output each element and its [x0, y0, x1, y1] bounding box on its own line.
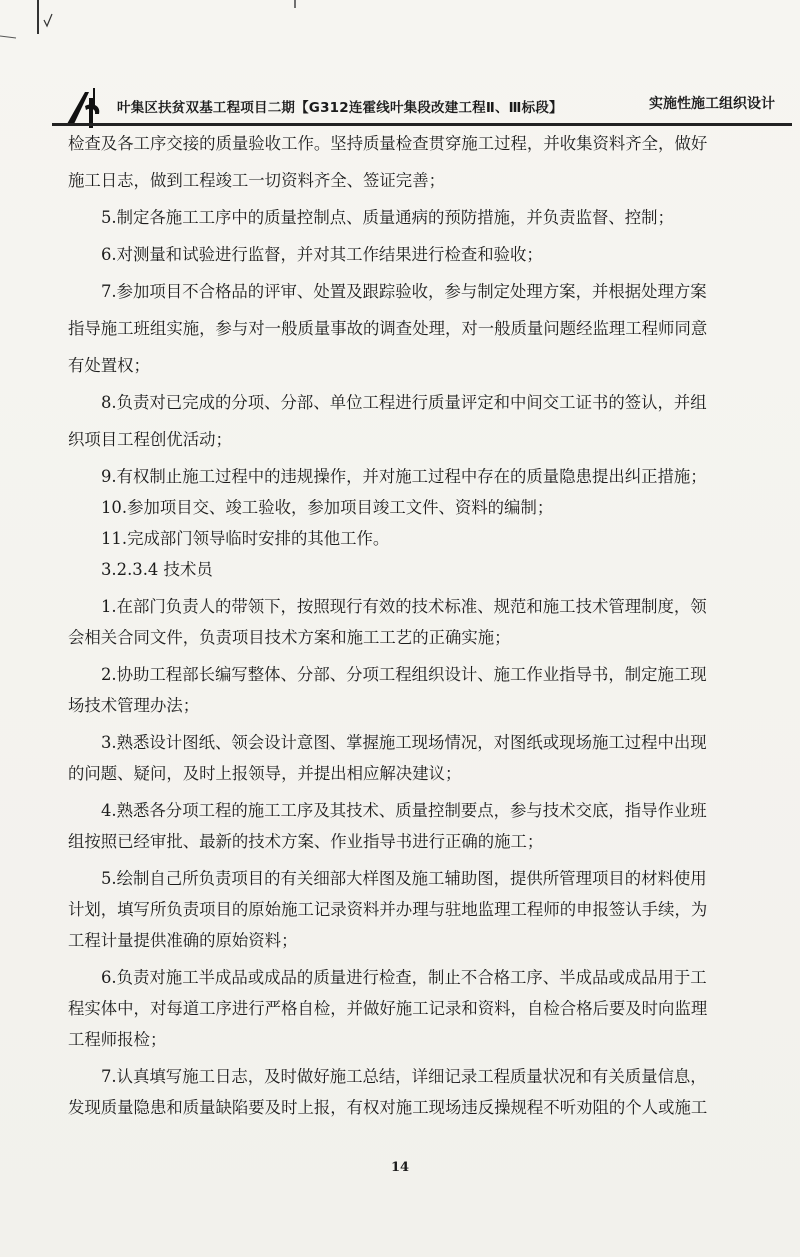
tech-item-2: 2.协助工程部长编写整体、分部、分项工程组织设计、施工作业指导书，制定施工现 [101, 665, 707, 684]
paragraph-line: 有处置权； [68, 356, 150, 375]
paragraph-item-9: 9.有权制止施工过程中的违规操作，并对施工过程中存在的质量隐患提出纠正措施； [101, 467, 707, 486]
header-rule [52, 123, 792, 127]
document-body [68, 128, 748, 1123]
paragraph-item-7: 7.参加项目不合格品的评审、处置及跟踪验收，参与制定处理方案，并根据处理方案 [101, 282, 707, 301]
paragraph-item-8: 8.负责对已完成的分项、分部、单位工程进行质量评定和中间交工证书的签认，并组 [101, 393, 707, 412]
header-section-name: 实施性施工组织设计 [649, 96, 775, 112]
paragraph-line: 会相关合同文件，负责项目技术方案和施工工艺的正确实施； [68, 628, 511, 647]
paragraph-line: 计划，填写所负责项目的原始施工记录资料并办理与驻地监理工程师的申报签认手续，为 [68, 900, 708, 919]
paragraph-item-5: 5.制定各施工工序中的质量控制点、质量通病的预防措施，并负责监督、控制； [101, 208, 674, 227]
paragraph-line: 工程计量提供准确的原始资料； [68, 931, 298, 950]
tech-item-4: 4.熟悉各分项工程的施工工序及其技术、质量控制要点，参与技术交底，指导作业班 [101, 801, 707, 820]
paragraph-item-10: 10.参加项目交、竣工验收，参加项目竣工文件、资料的编制； [101, 498, 554, 517]
header-title: 叶集区扶贫双基工程项目二期【G312连霍线叶集段改建工程Ⅱ、Ⅲ标段】 [117, 100, 563, 116]
paragraph-line: 组按照已经审批、最新的技术方案、作业指导书进行正确的施工； [68, 832, 544, 851]
tech-item-5: 5.绘制自己所负责项目的有关细部大样图及施工辅助图，提供所管理项目的材料使用 [101, 869, 707, 888]
paragraph-line: 施工日志，做到工程竣工一切资料齐全、签证完善； [68, 171, 445, 190]
paragraph-line: 程实体中，对每道工序进行严格自检，并做好施工记录和资料，自检合格后要及时向监理 [68, 999, 708, 1018]
paragraph-line: 场技术管理办法； [68, 696, 200, 715]
tech-item-7: 7.认真填写施工日志，及时做好施工总结，详细记录工程质量状况和有关质量信息， [101, 1067, 707, 1086]
paragraph-line: 发现质量隐患和质量缺陷要及时上报，有权对施工现场违反操规程不听劝阻的个人或施工 [68, 1098, 708, 1117]
paragraph-line: 织项目工程创优活动； [68, 430, 232, 449]
page-number: 14 [390, 1160, 410, 1175]
section-heading: 3.2.3.4 技术员 [101, 560, 213, 579]
tech-item-1: 1.在部门负责人的带领下，按照现行有效的技术标准、规范和施工技术管理制度，领 [101, 597, 707, 616]
paragraph-line: 工程师报检； [68, 1030, 167, 1049]
tech-item-3: 3.熟悉设计图纸、领会设计意图、掌握施工现场情况，对图纸或现场施工过程中出现 [101, 733, 707, 752]
tech-item-6: 6.负责对施工半成品或成品的质量进行检查，制止不合格工序、半成品或成品用于工 [101, 968, 707, 987]
paragraph-item-11: 11.完成部门领导临时安排的其他工作。 [101, 529, 390, 548]
paragraph-line: 指导施工班组实施，参与对一般质量事故的调查处理，对一般质量问题经监理工程师同意 [68, 319, 708, 338]
paragraph-line: 的问题、疑问，及时上报领导，并提出相应解决建议； [68, 764, 462, 783]
paragraph-item-6: 6.对测量和试验进行监督，并对其工作结果进行检查和验收； [101, 245, 543, 264]
paragraph-line: 检查及各工序交接的质量验收工作。坚持质量检查贯穿施工过程，并收集资料齐全，做好 [68, 134, 708, 153]
scan-edge-marks [0, 0, 800, 60]
